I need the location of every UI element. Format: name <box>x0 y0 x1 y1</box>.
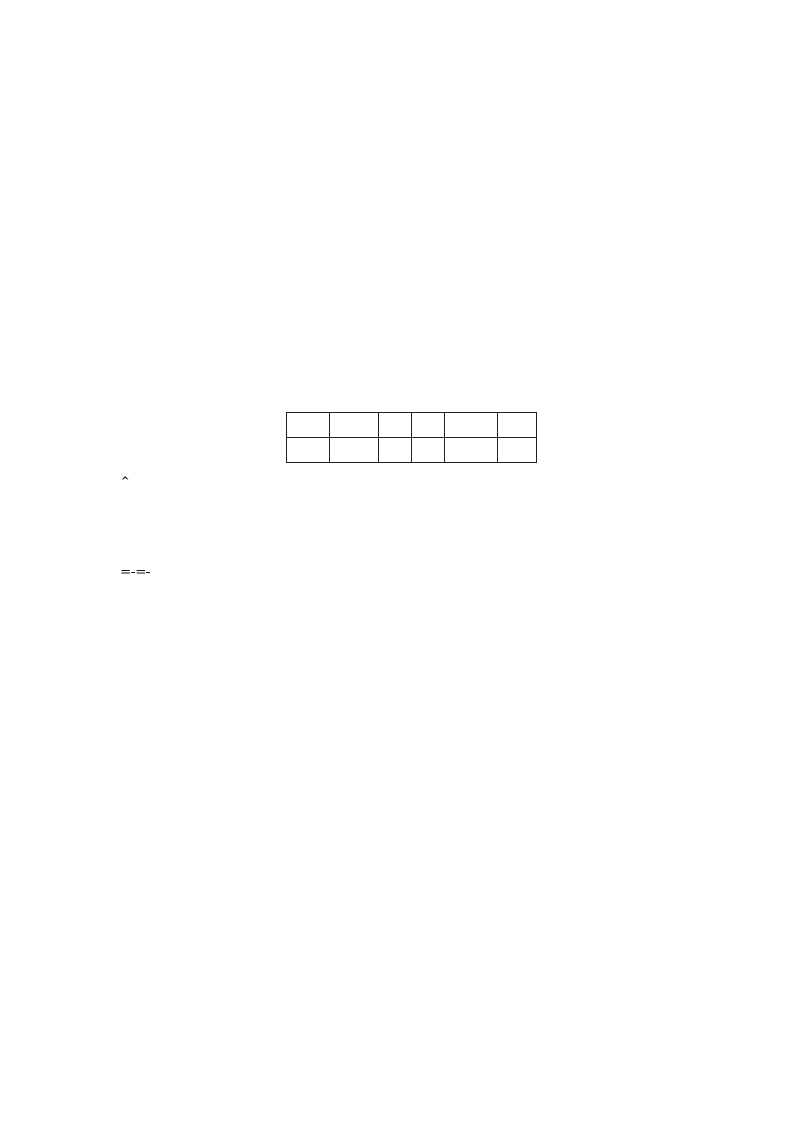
fraction <box>146 572 150 573</box>
table-row <box>287 413 537 438</box>
table-cell <box>330 413 379 438</box>
table-cell <box>379 413 412 438</box>
table-row <box>287 438 537 463</box>
table-cell <box>330 438 379 463</box>
q2-data-table <box>286 412 537 463</box>
table-cell <box>498 438 537 463</box>
fraction <box>131 572 135 573</box>
table-cell <box>445 413 498 438</box>
table-cell <box>445 438 498 463</box>
table-cell <box>287 413 330 438</box>
q2-line2 <box>120 470 680 488</box>
fraction-numerator <box>131 572 135 573</box>
q2-answer: = = <box>120 552 680 593</box>
table-cell <box>412 438 445 463</box>
table-cell <box>287 438 330 463</box>
table-cell <box>412 413 445 438</box>
table-cell <box>498 413 537 438</box>
fraction-numerator <box>146 572 150 573</box>
table-cell <box>379 438 412 463</box>
